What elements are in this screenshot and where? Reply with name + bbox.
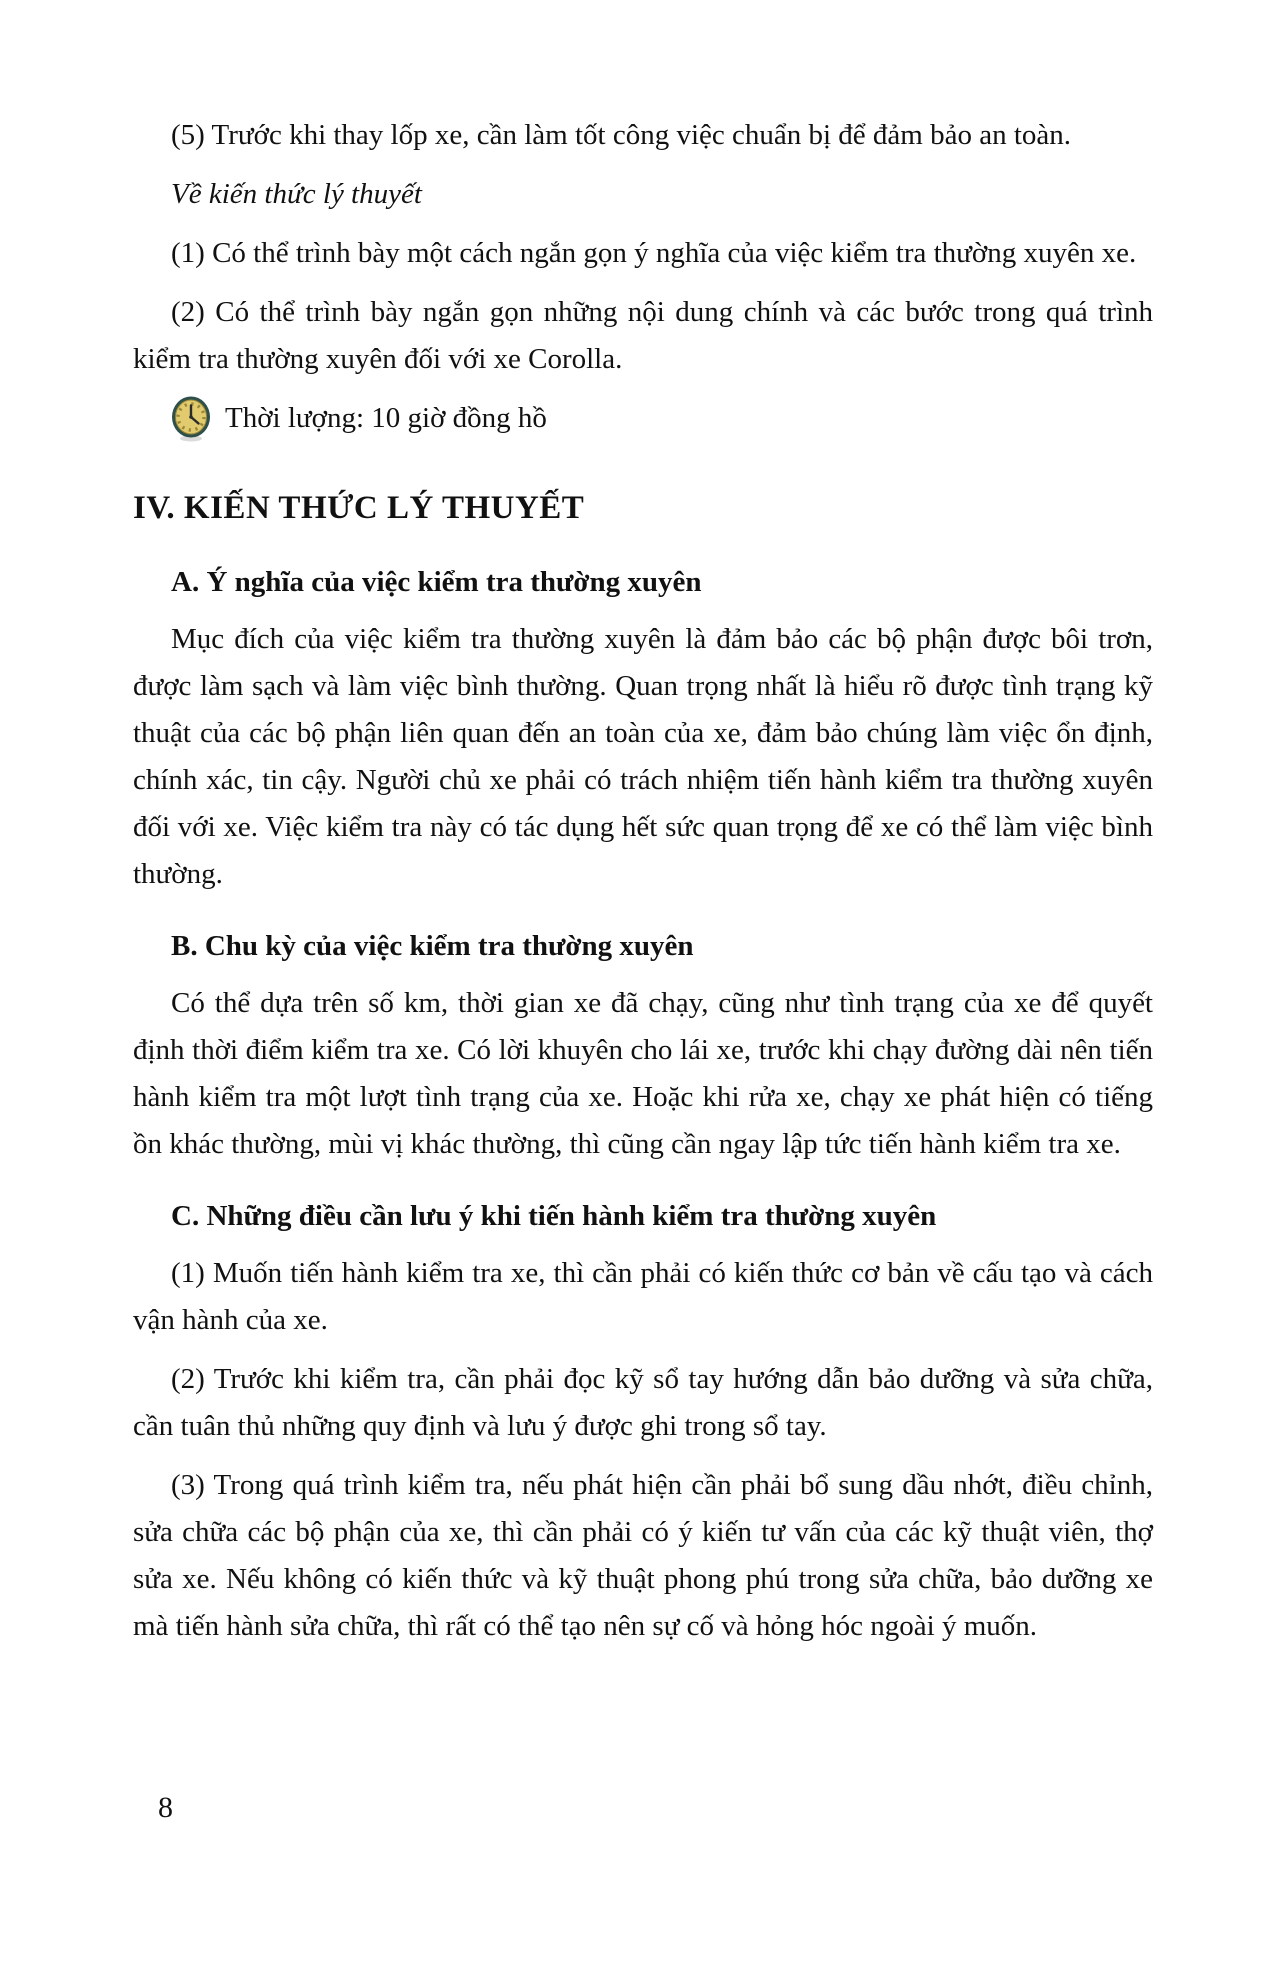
subsection-c-paragraph-1: (1) Muốn tiến hành kiểm tra xe, thì cần phải có kiến thức cơ bản về cấu tạo và cách vận hành của xe. (133, 1257, 1153, 1336)
subsection-c-paragraph-2: (2) Trước khi kiểm tra, cần phải đọc kỹ sổ tay hướng dẫn bảo dưỡng và sửa chữa, cần tuân thủ những quy định và lưu ý được ghi trong sổ tay. (133, 1363, 1153, 1442)
page-number: 8 (158, 1791, 173, 1824)
document-page (133, 112, 1153, 1662)
subsection-c-paragraph-3: (3) Trong quá trình kiểm tra, nếu phát hiện cần phải bổ sung dầu nhớt, điều chỉnh, sửa chữa các bộ phận của xe, thì cần phải có ý kiến tư vấn của các kỹ thuật viên, thợ sửa xe. Nếu không có kiến thức và kỹ thuật phong phú trong sửa chữa, bảo dưỡng xe mà tiến hành sửa chữa, thì rất có thể tạo nên sự cố và hỏng hóc ngoài ý muốn. (133, 1469, 1153, 1642)
theory-subheading: Về kiến thức lý thuyết (171, 178, 422, 210)
clock-icon (171, 396, 211, 442)
subsection-a-heading: A. Ý nghĩa của việc kiểm tra thường xuyên (171, 566, 702, 598)
objective-item-5: (5) Trước khi thay lốp xe, cần làm tốt công việc chuẩn bị để đảm bảo an toàn. (171, 119, 1072, 151)
subsection-a-paragraph: Mục đích của việc kiểm tra thường xuyên là đảm bảo các bộ phận được bôi trơn, được làm sạch và làm việc bình thường. Quan trọng nhất là hiểu rõ được tình trạng kỹ thuật của các bộ phận liên quan đến an toàn của xe, đảm bảo chúng làm việc ổn định, chính xác, tin cậy. Người chủ xe phải có trách nhiệm tiến hành kiểm tra thường xuyên đối với xe. Việc kiểm tra này có tác dụng hết sức quan trọng để xe có thể làm việc bình thường. (133, 623, 1153, 890)
duration-line (171, 395, 1153, 442)
theory-objective-2: (2) Có thể trình bày ngắn gọn những nội dung chính và các bước trong quá trình kiểm tra thường xuyên đối với xe Corolla. (133, 296, 1153, 375)
section-iv-title: IV. KIẾN THỨC LÝ THUYẾT (133, 490, 585, 526)
subsection-b-paragraph: Có thể dựa trên số km, thời gian xe đã chạy, cũng như tình trạng của xe để quyết định thời điểm kiểm tra xe. Có lời khuyên cho lái xe, trước khi chạy đường dài nên tiến hành kiểm tra một lượt tình trạng của xe. Hoặc khi rửa xe, chạy xe phát hiện có tiếng ồn khác thường, mùi vị khác thường, thì cũng cần ngay lập tức tiến hành kiểm tra xe. (133, 987, 1153, 1160)
subsection-b-heading: B. Chu kỳ của việc kiểm tra thường xuyên (171, 930, 694, 962)
theory-objective-1: (1) Có thể trình bày một cách ngắn gọn ý nghĩa của việc kiểm tra thường xuyên xe. (171, 237, 1137, 269)
duration-label: Thời lượng: 10 giờ đồng hồ (225, 402, 547, 434)
subsection-c-heading: C. Những điều cần lưu ý khi tiến hành kiểm tra thường xuyên (171, 1200, 937, 1232)
